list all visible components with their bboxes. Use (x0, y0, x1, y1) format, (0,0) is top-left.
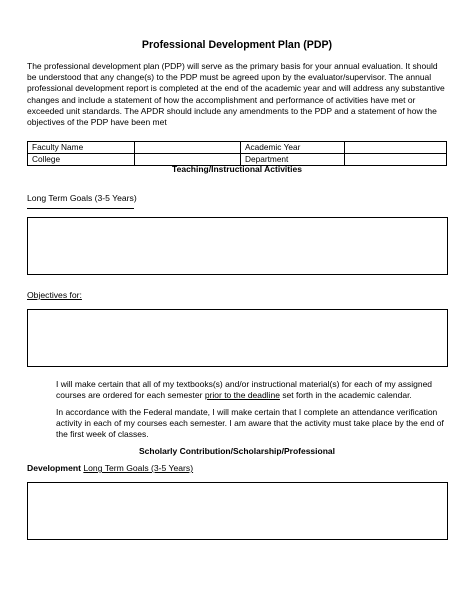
development-goals-label: Long Term Goals (3-5 Years) (83, 463, 194, 473)
faculty-name-field[interactable] (135, 142, 241, 154)
long-term-goals-underline (27, 208, 134, 209)
textbooks-paragraph (56, 379, 444, 401)
faculty-name-label: Faculty Name (28, 142, 135, 154)
development-heading (27, 463, 193, 474)
textbooks-text-start: I will make certain that all of my textbooks(s) and/or instructional material(s) for each of my assigned courses are ordered for each semester (56, 379, 433, 401)
long-term-goals-label: Long Term Goals (3-5 Years) (27, 193, 137, 203)
page-title: Professional Development Plan (PDP) (141, 39, 333, 51)
objectives-label: Objectives for: (27, 290, 82, 300)
long-term-goals-box[interactable] (27, 217, 448, 275)
academic-year-field[interactable] (345, 142, 447, 154)
academic-year-label: Academic Year (241, 142, 345, 154)
scholarly-heading: Scholarly Contribution/Scholarship/Professional (138, 446, 335, 456)
objectives-box[interactable] (27, 309, 448, 367)
attendance-paragraph: In accordance with the Federal mandate, I will make certain that I complete an attendance verification activity in each of my courses each semester. I am aware that the activity must take place by the end of the first week of classes. (56, 407, 444, 440)
college-label: College (28, 154, 135, 166)
deadline-emphasis: prior to the deadline (204, 390, 280, 401)
development-goals-box[interactable] (27, 482, 448, 540)
textbooks-text-end: set forth in the academic calendar. (279, 390, 412, 401)
department-label: Department (241, 154, 345, 166)
development-label: Development (27, 463, 81, 473)
faculty-info-table (27, 141, 447, 166)
intro-paragraph: The professional development plan (PDP) will serve as the primary basis for your annual evaluation. It should be understood that any change(s) to the PDP must be agreed upon by the evaluator/supervisor. The annual professional development report is completed at the end of the academic year and will address any substantive changes and include a statement of how the accomplishment and performance of activities have met or exceeded unit standards. The APDR should include any amendments to the PDP and a statement of how the objectives of the PDP have been met (27, 61, 445, 128)
teaching-heading: Teaching/Instructional Activities (172, 164, 302, 174)
table-row (28, 142, 447, 154)
